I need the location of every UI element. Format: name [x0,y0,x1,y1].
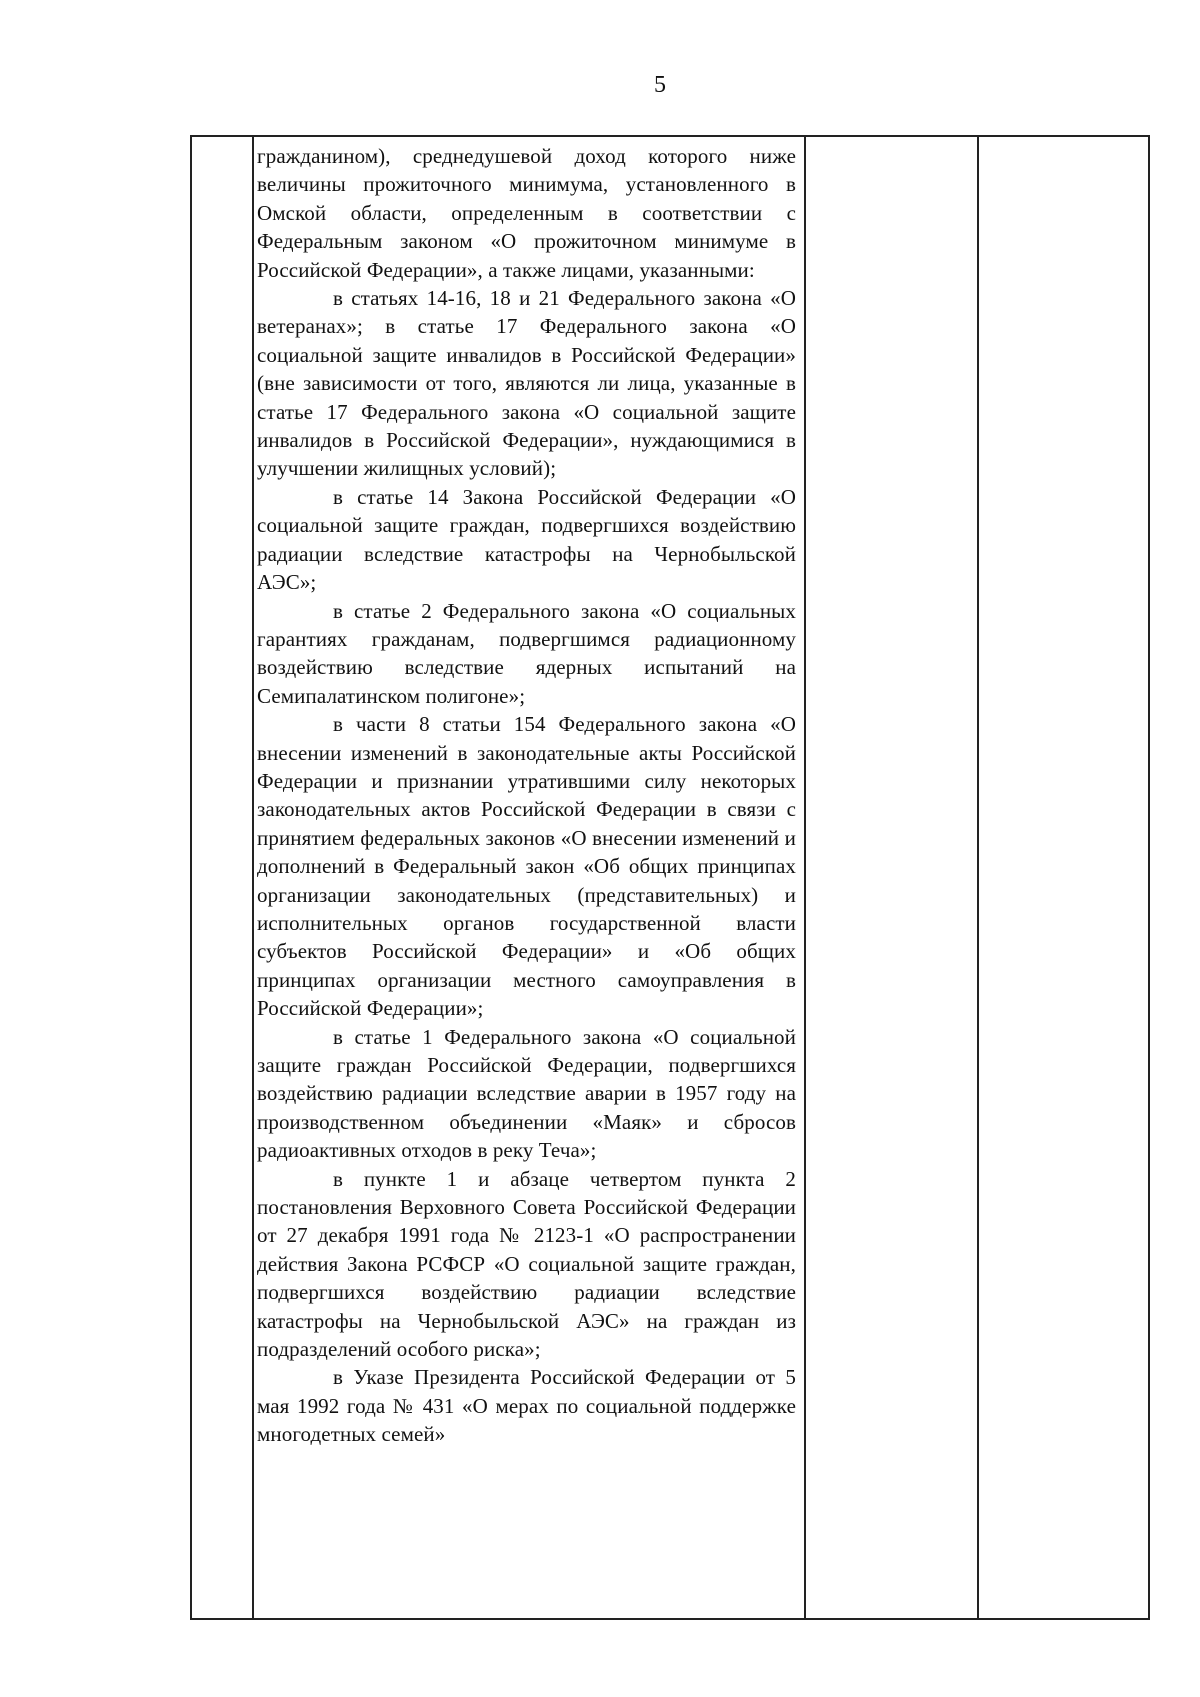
paragraph: в статье 14 Закона Российской Федерации «О социальной защите граждан, подвергшихся воздействию радиации вследствие катастрофы на Чернобыльской АЭС»; [257,484,796,595]
page-number: 5 [654,72,666,98]
table-text-cell [257,142,796,1449]
paragraph: в пункте 1 и абзаце четвертом пункта 2 постановления Верховного Совета Российской Федерации от 27 декабря 1991 года № 2123-1 «О распространении действия Закона РСФСР «О социальной защите граждан, подвергшихся воздействию радиации вследствие катастрофы на Чернобыльской АЭС» на граждан из подразделений особого риска»; [257,1166,796,1362]
paragraph: в статьях 14-16, 18 и 21 Федерального закона «О ветеранах»; в статье 17 Федерального закона «О социальной защите инвалидов в Российской Федерации» (вне зависимости от того, являются ли лица, указанные в статье 17 Федерального закона «О социальной защите инвалидов в Российской Федерации», нуждающимися в улучшении жилищных условий); [257,286,796,481]
column-divider [977,137,979,1618]
document-table [190,135,1150,1620]
column-divider [252,137,254,1618]
paragraph: в статье 2 Федерального закона «О социальных гарантиях гражданам, подвергшимся радиационному воздействию вследствие ядерных испытаний на Семипалатинском полигоне»; [257,598,796,708]
paragraph: в статье 1 Федерального закона «О социальной защите граждан Российской Федерации, подвергшихся воздействию радиации вследствие аварии в 1957 году на производственном объединении «Маяк» и сбросов радиоактивных отходов в реку Теча»; [257,1024,796,1163]
paragraph: гражданином), среднедушевой доход которого ниже величины прожиточного минимума, установленного в Омской области, определенным в соответствии с Федеральным законом «О прожиточном минимуме в Российской Федерации», а также лицами, указанными: [257,144,796,282]
paragraph: в Указе Президента Российской Федерации от 5 мая 1992 года № 431 «О мерах по социальной поддержке многодетных семей» [257,1365,796,1447]
paragraph: в части 8 статьи 154 Федерального закона «О внесении изменений в законодательные акты Российской Федерации и признании утратившими силу некоторых законодательных актов Российской Федерации в связи с принятием федеральных законов «О внесении изменений и дополнений в Федеральный закон «Об общих принципах организации законодательных (представительных) и исполнительных органов государственной власти субъектов Российской Федерации» и «Об общих принципах организации местного самоуправления в Российской Федерации»; [257,712,796,1021]
column-divider [804,137,806,1618]
